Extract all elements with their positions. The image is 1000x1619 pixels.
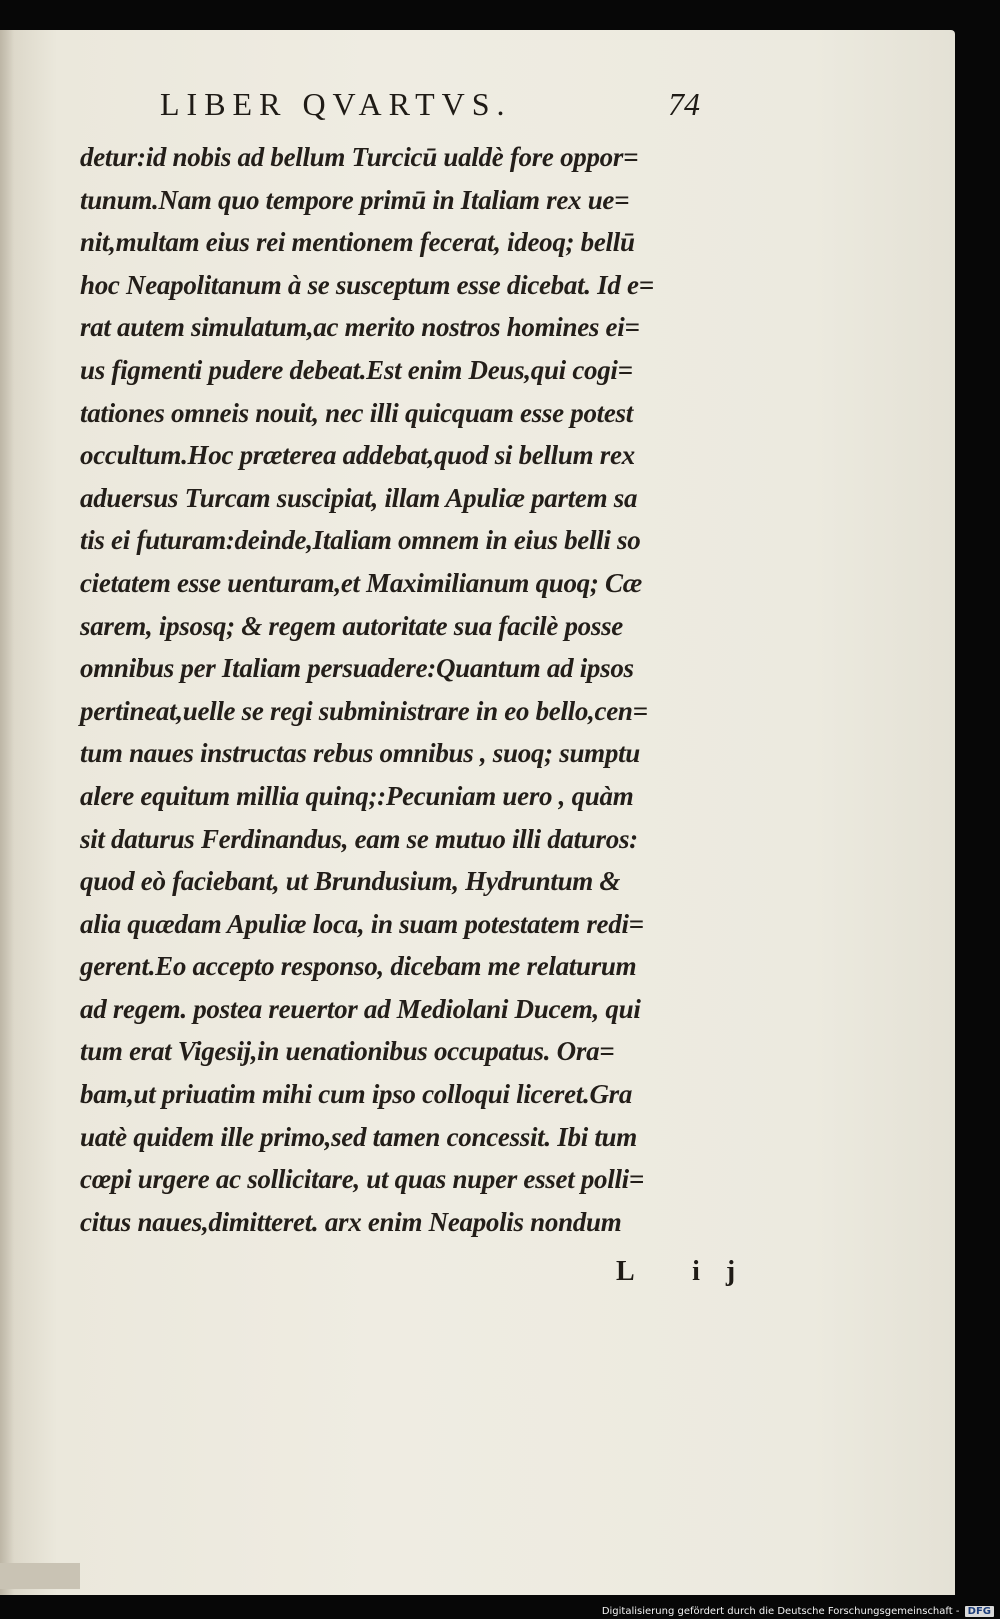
text-line: pertineat,uelle se regi subministrare in eo bello,cen=	[80, 695, 648, 726]
text-line: detur:id nobis ad bellum Turcicū ualdè fore oppor=	[80, 142, 639, 172]
text-line: tum erat Vigesij,in uenationibus occupatus. Ora=	[80, 1036, 615, 1067]
text-line: rat autem simulatum,ac merito nostros homines ei=	[80, 312, 640, 343]
signature-mark: L ij	[616, 1256, 762, 1287]
text-line: bam,ut priuatim mihi cum ipso colloqui liceret.Gra	[80, 1079, 633, 1110]
text-line: alia quædam Apuliæ loca, in suam potestatem redi=	[80, 908, 644, 939]
text-line: quod eò faciebant, ut Brundusium, Hydruntum &	[80, 866, 621, 897]
text-line: ad regem. postea reuertor ad Mediolani Ducem, qui	[80, 993, 641, 1024]
text-line: tationes omneis nouit, nec illi quicquam esse potest	[80, 397, 633, 428]
dfg-logo: DFG	[965, 1606, 994, 1617]
page-header	[160, 86, 700, 126]
text-line: tum naues instructas rebus omnibus , suoq; sumptu	[80, 738, 640, 769]
text-line: alere equitum millia quinq;:Pecuniam uero , quàm	[80, 780, 634, 811]
text-line: citus naues,dimitteret. arx enim Neapolis nondum	[80, 1206, 622, 1237]
text-line: gerent.Eo accepto responso, dicebam me relaturum	[80, 951, 637, 982]
page-number: 74	[668, 86, 700, 122]
text-line: aduersus Turcam suscipiat, illam Apuliæ partem sa	[80, 482, 638, 513]
text-line: occultum.Hoc præterea addebat,quod si bellum rex	[80, 440, 635, 471]
page-gutter-shadow	[0, 30, 14, 1595]
credit-text: Digitalisierung gefördert durch die Deutsche Forschungsgemeinschaft -	[601, 1606, 960, 1617]
text-line: hoc Neapolitanum à se susceptum esse dicebat. Id e=	[80, 269, 654, 300]
paper-strip	[0, 1563, 80, 1589]
text-line: cœpi urgere ac sollicitare, ut quas nuper esset polli=	[80, 1164, 644, 1195]
text-line: tunum.Nam quo tempore primū in Italiam rex ue=	[80, 184, 630, 215]
text-line: uatè quidem ille primo,sed tamen concessit. Ibi tum	[80, 1121, 637, 1152]
text-line: tis ei futuram:deinde,Italiam omnem in eius belli so	[80, 525, 641, 556]
text-line: cietatem esse uenturam,et Maximilianum quoq; Cæ	[80, 567, 642, 598]
text-line: sarem, ipsosq; & regem autoritate sua facilè posse	[80, 610, 623, 641]
text-line: nit,multam eius rei mentionem fecerat, ideoq; bellū	[80, 227, 635, 258]
digitization-credit	[602, 1606, 994, 1617]
body-text	[80, 136, 740, 1243]
text-line: sit daturus Ferdinandus, eam se mutuo illi daturos:	[80, 823, 638, 854]
running-title: LIBER QVARTVS.	[160, 86, 512, 122]
text-line: us figmenti pudere debeat.Est enim Deus,qui cogi=	[80, 354, 633, 385]
text-line: omnibus per Italiam persuadere:Quantum ad ipsos	[80, 653, 634, 684]
